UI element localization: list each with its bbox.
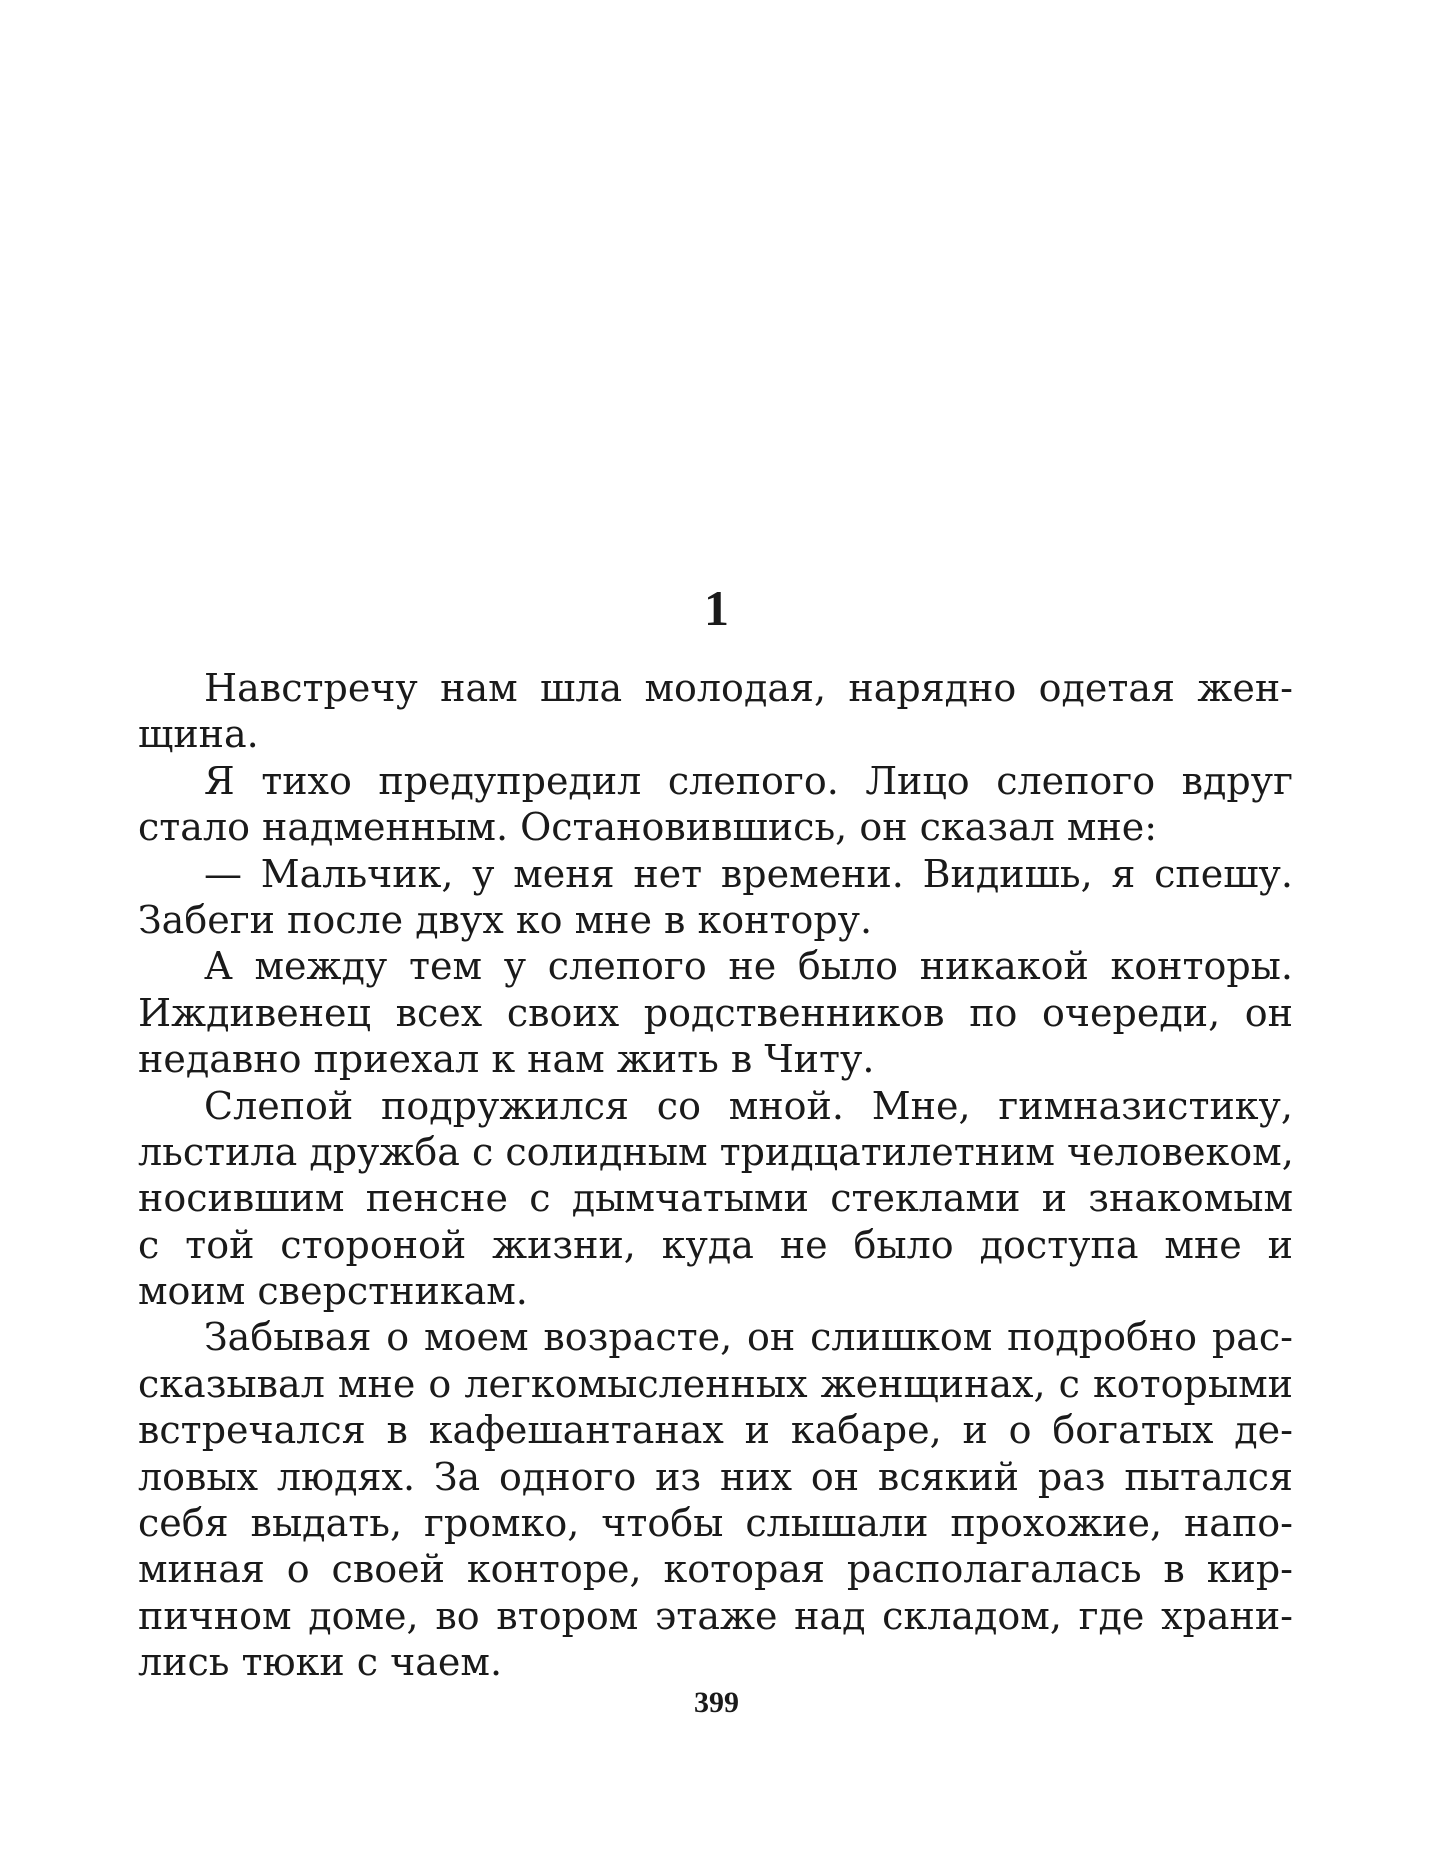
text-line: ловых людях. За одного из них он всякий раз пытался bbox=[138, 1454, 1293, 1499]
chapter-number: 1 bbox=[704, 580, 729, 636]
text-line: носившим пенсне с дымчатыми стеклами и знакомым bbox=[138, 1176, 1293, 1221]
text-line: недавно приехал к нам жить в Читу. bbox=[138, 1037, 875, 1082]
page-number: 399 bbox=[694, 1686, 739, 1719]
text-line: сказывал мне о легкомысленных женщинах, с которыми bbox=[138, 1361, 1293, 1406]
text-line: встречался в кафешантанах и кабаре, и о богатых де- bbox=[138, 1408, 1293, 1453]
text-line: миная о своей конторе, которая располагалась в кир- bbox=[138, 1547, 1293, 1592]
text-line: стало надменным. Остановившись, он сказал мне: bbox=[138, 805, 1158, 850]
text-line: Навстречу нам шла молодая, нарядно одетая жен- bbox=[204, 666, 1293, 710]
text-line: с той стороной жизни, куда не было доступа мне и bbox=[138, 1222, 1293, 1267]
text-line: себя выдать, громко, чтобы слышали прохожие, напо- bbox=[138, 1501, 1293, 1546]
text-line: лись тюки с чаем. bbox=[138, 1640, 503, 1685]
text-line: — Мальчик, у меня нет времени. Видишь, я спешу. bbox=[204, 851, 1293, 896]
text-line: пичном доме, во втором этаже над складом, где храни- bbox=[138, 1593, 1293, 1638]
text-line: льстила дружба с солидным тридцатилетним человеком, bbox=[138, 1129, 1294, 1174]
text-line: Иждивенец всех своих родственников по очереди, он bbox=[138, 990, 1293, 1035]
text-line: Слепой подружился со мной. Мне, гимназистику, bbox=[204, 1083, 1293, 1128]
body-text bbox=[138, 665, 1293, 1686]
text-line: Я тихо предупредил слепого. Лицо слепого вдруг bbox=[204, 758, 1293, 803]
text-line: А между тем у слепого не было никакой конторы. bbox=[204, 944, 1293, 989]
text-line: Забеги после двух ко мне в контору. bbox=[138, 897, 873, 942]
text-line: моим сверстникам. bbox=[138, 1269, 528, 1314]
text-line: щина. bbox=[138, 712, 259, 757]
text-line: Забывая о моем возрасте, он слишком подробно рас- bbox=[204, 1315, 1293, 1360]
